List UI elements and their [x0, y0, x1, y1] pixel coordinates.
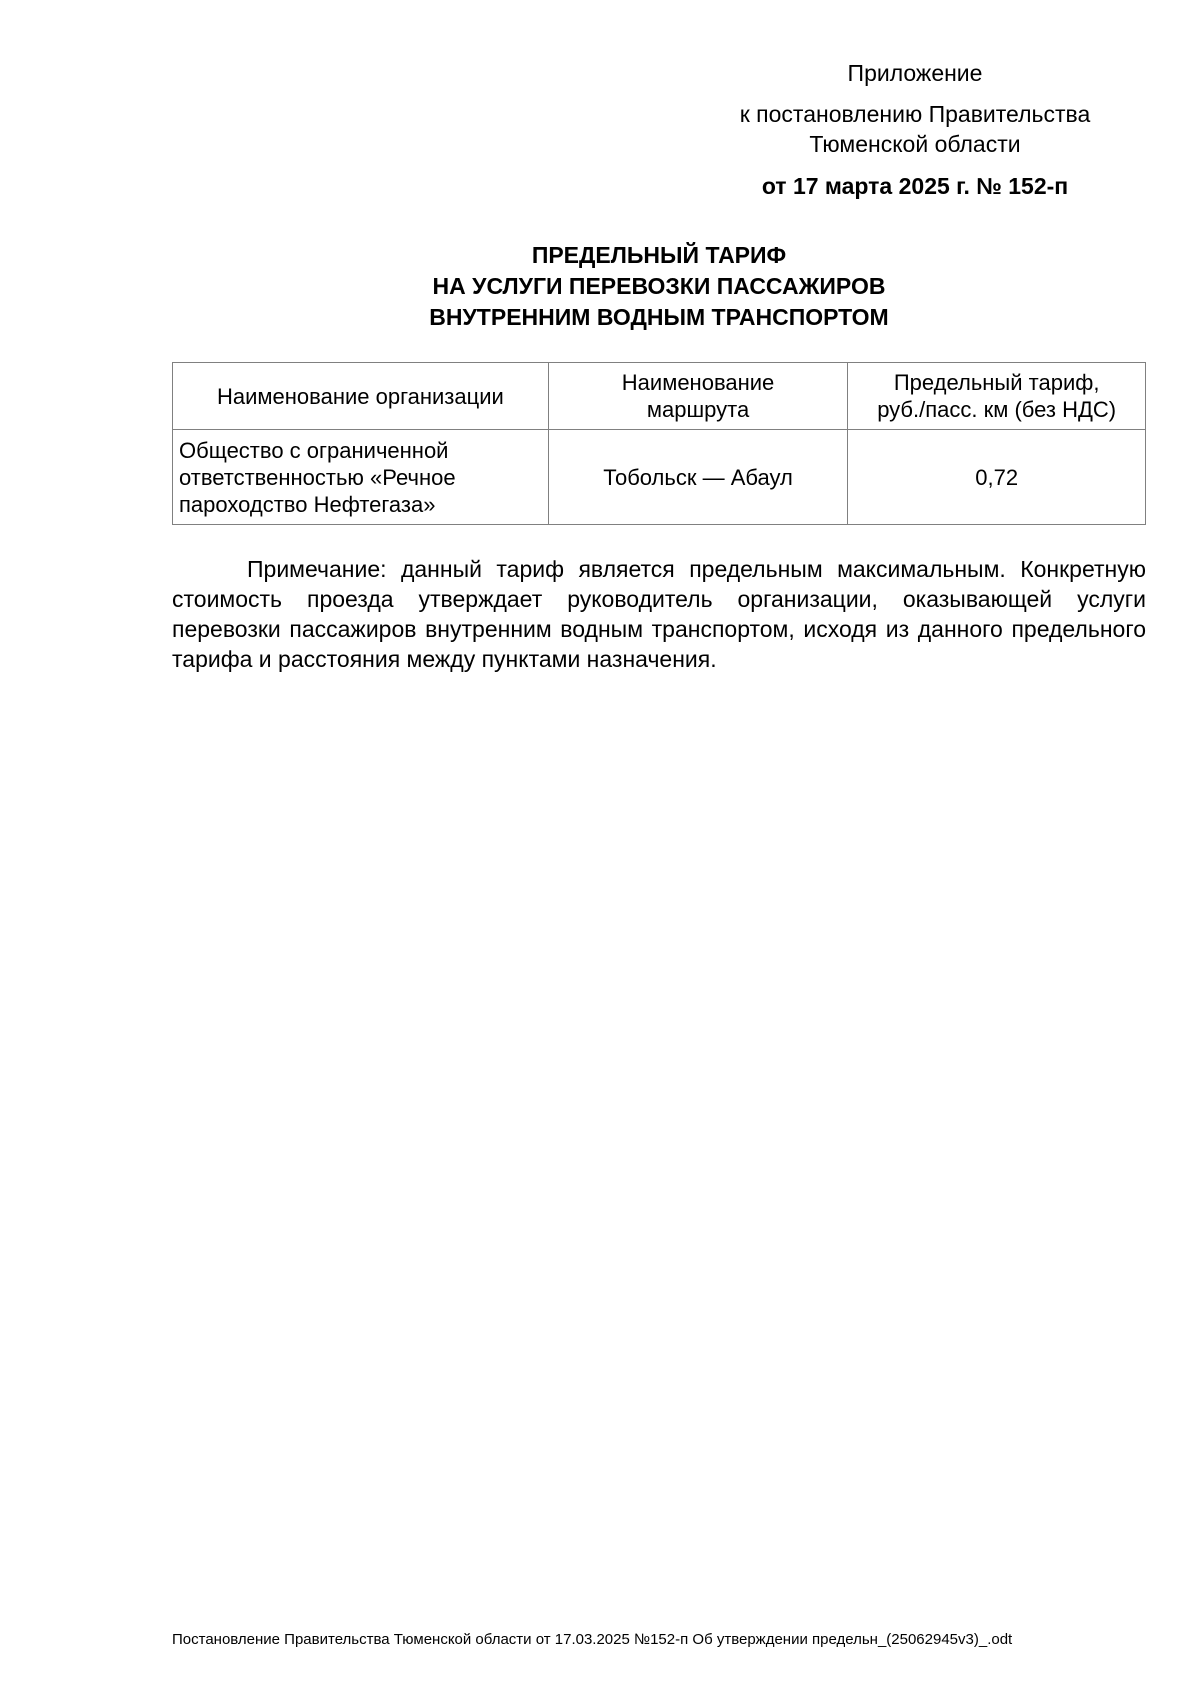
title-line: ПРЕДЕЛЬНЫЙ ТАРИФ [531, 242, 787, 268]
title-line: НА УСЛУГИ ПЕРЕВОЗКИ ПАССАЖИРОВ [432, 273, 886, 299]
header-tariff-line: руб./пасс. км (без НДС) [877, 397, 1117, 422]
cell-route: Тобольск — Абаул [548, 430, 848, 525]
header-tariff-line: Предельный тариф, [893, 370, 1100, 395]
header-tariff [848, 363, 1146, 430]
appendix-decree-line: к постановлению Правительства [739, 101, 1091, 127]
document-title [172, 240, 1146, 333]
table-row [173, 430, 1146, 525]
organization-line: пароходство Нефтегаза» [179, 491, 436, 517]
appendix-label: Приложение [847, 60, 983, 86]
header-organization-text: Наименование организации [216, 383, 504, 409]
organization-line: Общество с ограниченной [179, 437, 449, 463]
table-header-row [173, 363, 1146, 430]
cell-tariff: 0,72 [848, 430, 1146, 525]
appendix-decree-line: Тюменской области [809, 131, 1021, 157]
header-route-line: маршрута [646, 397, 750, 422]
appendix-decree [690, 99, 1140, 159]
organization-line: ответственностью «Речное [179, 464, 456, 490]
header-organization [173, 363, 549, 430]
tariff-table [172, 362, 1146, 525]
footer-filename: Постановление Правительства Тюменской области от 17.03.2025 №152-п Об утверждении предельн_(25062945v3)_.odt [172, 1631, 1013, 1648]
title-line: ВНУТРЕННИМ ВОДНЫМ ТРАНСПОРТОМ [429, 304, 889, 330]
appendix-date-number: от 17 марта 2025 г. № 152-п [761, 173, 1069, 199]
header-route [548, 363, 848, 430]
cell-organization [173, 430, 549, 525]
note-paragraph: Примечание: данный тариф является предельным максимальным. Конкретную стоимость проезда утверждает руководитель организации, оказывающей услуги перевозки пассажиров внутренним водным транспортом, исходя из данного предельного тарифа и расстояния между пунктами назначения. [172, 556, 1146, 672]
header-route-line: Наименование [621, 370, 775, 395]
